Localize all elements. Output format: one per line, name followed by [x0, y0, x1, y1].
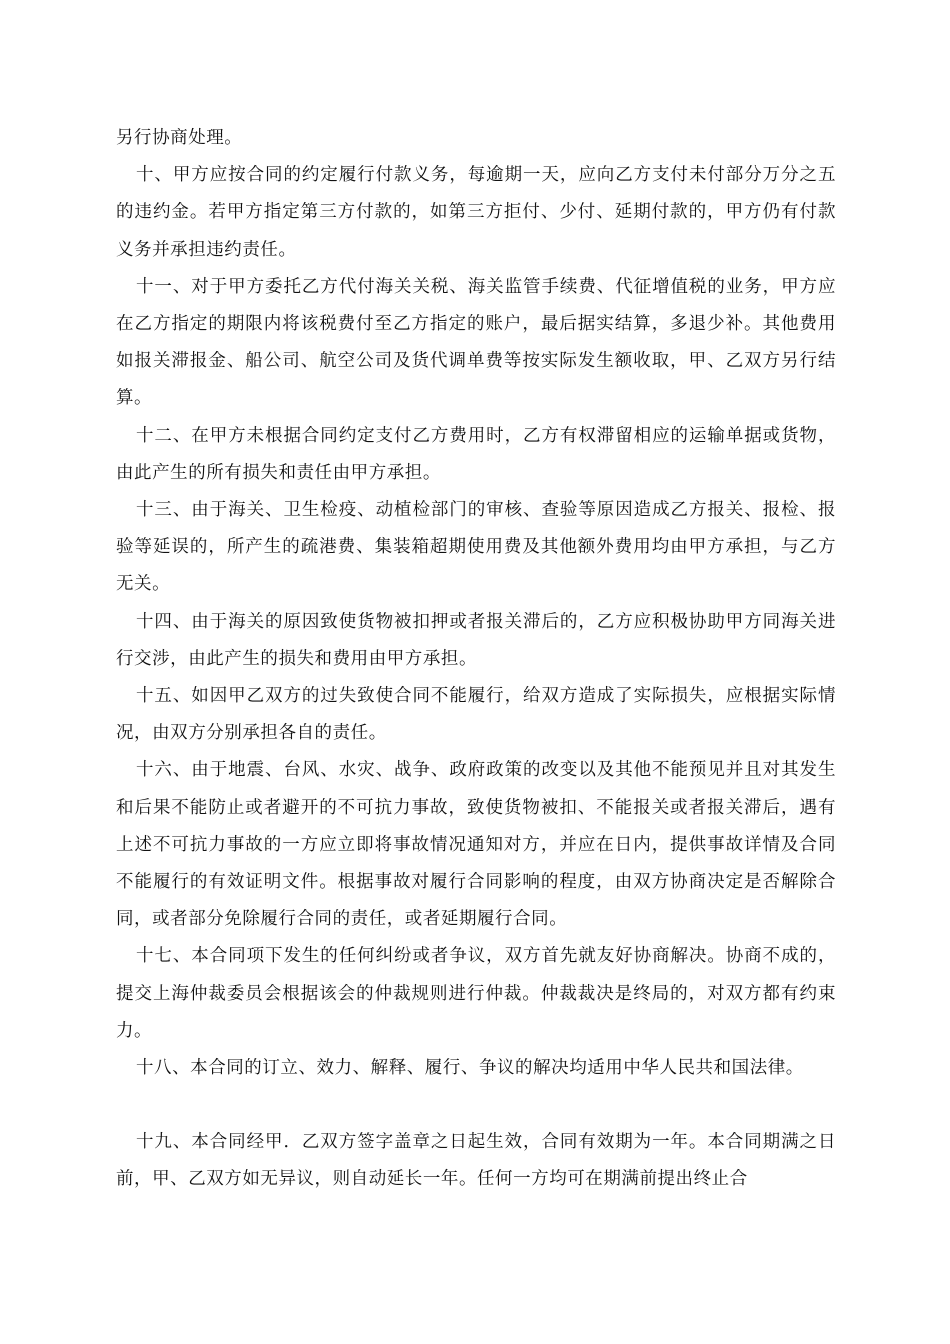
- clause-14: 十四、由于海关的原因致使货物被扣押或者报关滞后的，乙方应积极协助甲方同海关进行交涉，由此产生的损失和费用由甲方承担。: [116, 611, 836, 669]
- clause-10: 十、甲方应按合同的约定履行付款义务，每逾期一天，应向乙方支付未付部分万分之五的违约金。若甲方指定第三方付款的，如第三方拒付、少付、延期付款的，甲方仍有付款义务并承担违约责任。: [116, 165, 836, 260]
- clause-13: 十三、由于海关、卫生检疫、动植检部门的审核、查验等原因造成乙方报关、报检、报验等延误的，所产生的疏港费、集装箱超期使用费及其他额外费用均由甲方承担，与乙方无关。: [116, 500, 836, 595]
- clause-12: 十二、在甲方未根据合同约定支付乙方费用时，乙方有权滞留相应的运输单据或货物，由此产生的所有损失和责任由甲方承担。: [116, 425, 836, 483]
- clause-17: 十七、本合同项下发生的任何纠纷或者争议，双方首先就友好协商解决。协商不成的，提交上海仲裁委员会根据该会的仲裁规则进行仲裁。仲裁裁决是终局的，对双方都有约束力。: [116, 946, 836, 1041]
- paragraph-continuation: 另行协商处理。: [116, 128, 243, 148]
- clause-11: 十一、对于甲方委托乙方代付海关关税、海关监管手续费、代征增值税的业务，甲方应在乙方指定的期限内将该税费付至乙方指定的账户，最后据实结算，多退少补。其他费用如报关滞报金、船公司、航空公司及货代调单费等按实际发生额收取，甲、乙双方另行结算。: [116, 276, 836, 409]
- clause-19: 十九、本合同经甲．乙双方签字盖章之日起生效，合同有效期为一年。本合同期满之日前，甲、乙双方如无异议，则自动延长一年。任何一方均可在期满前提出终止合: [116, 1132, 836, 1190]
- clause-15: 十五、如因甲乙双方的过失致使合同不能履行，给双方造成了实际损失，应根据实际情况，由双方分别承担各自的责任。: [116, 686, 836, 744]
- clause-16: 十六、由于地震、台风、水灾、战争、政府政策的改变以及其他不能预见并且对其发生和后果不能防止或者避开的不可抗力事故，致使货物被扣、不能报关或者报关滞后，遇有上述不可抗力事故的一方应立即将事故情况通知对方，并应在日内，提供事故详情及合同不能履行的有效证明文件。根据事故对履行合同影响的程度，由双方协商决定是否解除合同，或者部分免除履行合同的责任，或者延期履行合同。: [116, 760, 836, 930]
- clause-18: 十八、本合同的订立、效力、解释、履行、争议的解决均适用中华人民共和国法律。: [136, 1058, 804, 1079]
- contract-body: [116, 120, 836, 1199]
